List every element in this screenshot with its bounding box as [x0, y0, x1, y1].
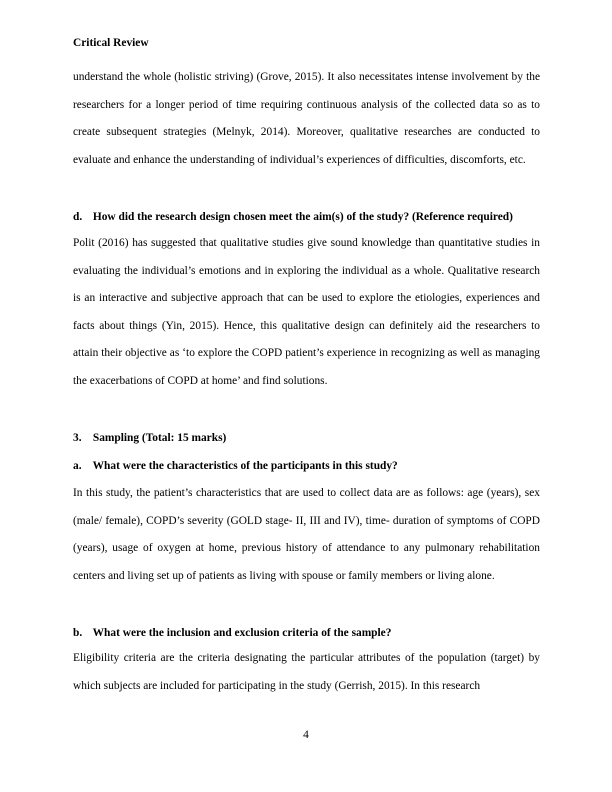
heading-text: What were the characteristics of the participants in this study?	[92, 460, 398, 472]
heading-number: a.	[73, 460, 82, 472]
paragraph-design-meets-aim: Polit (2016) has suggested that qualitative studies give sound knowledge than quantitative studies in evaluating the individual’s emotions and in exploring the individual as a whole. Qualitative research is an interactive and subjective approach that can be used to explore the etiologies, experiences and facts about things (Yin, 2015). Hence, this qualitative design can definitely aid the researchers to attain their objective as ‘to explore the COPD patient’s experience in recognizing as well as managing the exacerbations of COPD at home’ and find solutions.	[73, 237, 540, 387]
running-header: Critical Review	[73, 37, 149, 49]
heading-number: d.	[73, 211, 83, 223]
heading-sampling	[73, 430, 540, 446]
paragraph-participant-characteristics: In this study, the patient’s characteristics that are used to collect data are as follows: age (years), sex (male/ female), COPD’s severity (GOLD stage- II, III and IV), time- duration of symptoms of COPD (years), usage of oxygen at home, previous history of attendance to any pulmonary rehabilitation centers and living set up of patients as living with spouse or family members or living alone.	[73, 487, 540, 582]
heading-number: b.	[73, 627, 83, 639]
heading-text: How did the research design chosen meet the aim(s) of the study? (Reference required)	[92, 211, 513, 223]
page-number: 4	[303, 729, 309, 741]
heading-research-design	[73, 209, 540, 225]
paragraph-eligibility-criteria: Eligibility criteria are the criteria designating the particular attributes of the population (target) by which subjects are included for participating in the study (Gerrish, 2015). In this research	[73, 652, 540, 692]
heading-inclusion-exclusion	[73, 625, 540, 641]
heading-participant-characteristics	[73, 458, 540, 474]
paragraph-qualitative-approach: understand the whole (holistic striving) (Grove, 2015). It also necessitates intense involvement by the researchers for a longer period of time requiring continuous analysis of the collected data so as to create subsequent strategies (Melnyk, 2014). Moreover, qualitative researches are conducted to evaluate and enhance the understanding of individual’s experiences of difficulties, discomforts, etc.	[73, 71, 540, 166]
heading-text: Sampling (Total: 15 marks)	[92, 432, 227, 444]
heading-number: 3.	[73, 432, 82, 444]
heading-text: What were the inclusion and exclusion criteria of the sample?	[92, 627, 392, 639]
